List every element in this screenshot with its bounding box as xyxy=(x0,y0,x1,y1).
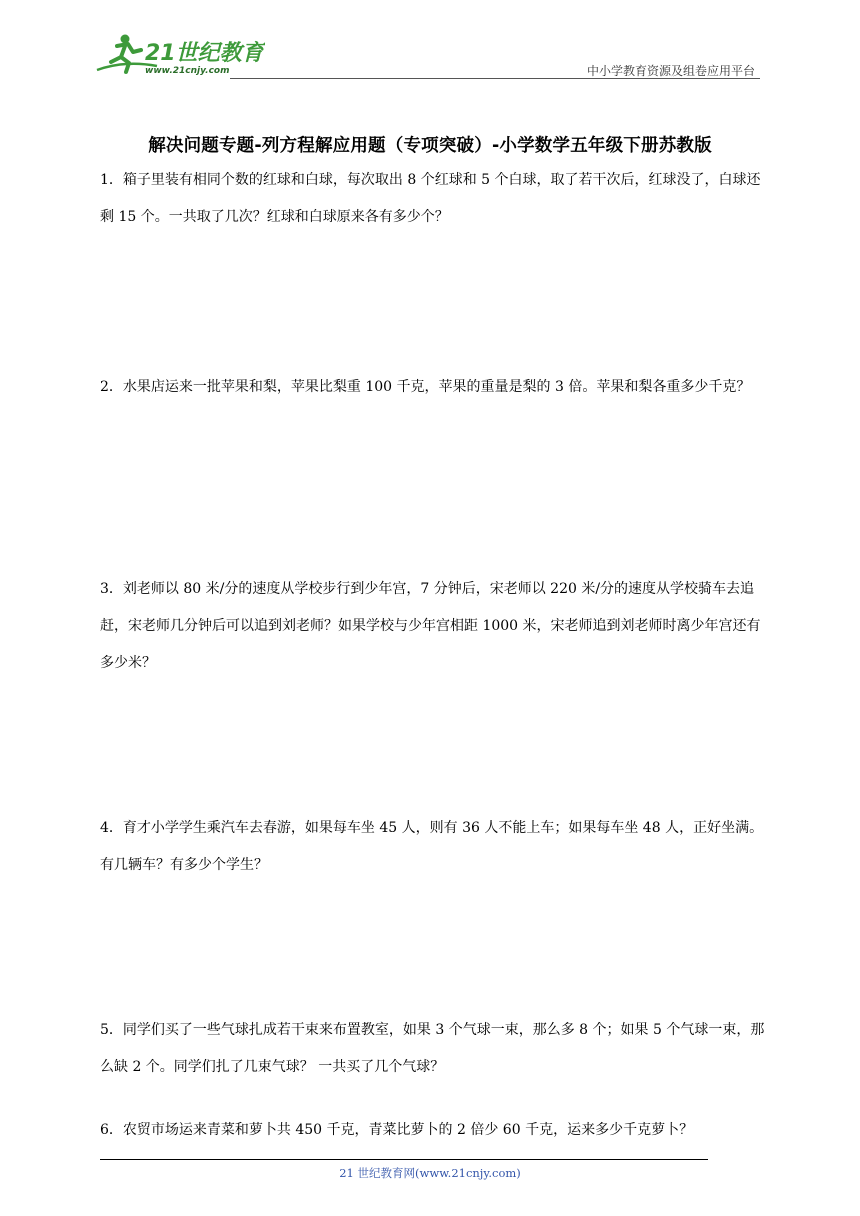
question-number: 3． xyxy=(100,581,123,597)
question-number: 4． xyxy=(100,820,123,836)
logo-url: www.21cnjy.com xyxy=(145,66,230,76)
brand-logo xyxy=(95,30,265,78)
footer-divider xyxy=(100,1159,708,1160)
question-5 xyxy=(100,1012,765,1086)
question-4 xyxy=(100,810,765,884)
question-2 xyxy=(100,369,765,406)
logo-wordmark: 21世纪教育 xyxy=(145,41,264,66)
question-number: 1． xyxy=(100,172,123,188)
footer-source-link[interactable]: 21 世纪教育网(www.21cnjy.com) xyxy=(339,1166,521,1180)
header-divider xyxy=(230,78,760,79)
question-text: 水果店运来一批苹果和梨，苹果比梨重 100 千克，苹果的重量是梨的 3 倍。苹果和梨各重多少千克？ xyxy=(122,379,751,395)
question-number: 2． xyxy=(100,379,123,395)
question-number: 6． xyxy=(100,1122,123,1138)
question-text: 同学们买了一些气球扎成若干束来布置教室，如果 3 个气球一束，那么多 8 个；如果 5 个气球一束，那么缺 2 个。同学们扎了几束气球？ 一共买了几个气球？ xyxy=(100,1022,765,1075)
question-number: 5． xyxy=(100,1022,123,1038)
runner-logo-icon xyxy=(95,30,265,78)
question-text: 育才小学学生乘汽车去春游，如果每车坐 45 人，则有 36 人不能上车；如果每车坐 48 人，正好坐满。有几辆车？有多少个学生？ xyxy=(100,820,764,873)
question-6 xyxy=(100,1112,765,1149)
question-text: 刘老师以 80 米/分的速度从学校步行到少年宫，7 分钟后，宋老师以 220 米/分的速度从学校骑车去追赶，宋老师几分钟后可以追到刘老师？如果学校与少年宫相距 1000 米，宋老师追到刘老师时离少年宫还有多少米？ xyxy=(100,581,761,671)
question-3 xyxy=(100,571,765,682)
question-text: 农贸市场运来青菜和萝卜共 450 千克，青菜比萝卜的 2 倍少 60 千克，运来多少千克萝卜？ xyxy=(122,1122,694,1138)
document-title: 解决问题专题-列方程解应用题（专项突破）-小学数学五年级下册苏教版 xyxy=(148,136,712,156)
question-text: 箱子里装有相同个数的红球和白球，每次取出 8 个红球和 5 个白球，取了若干次后，红球没了，白球还剩 15 个。一共取了几次？红球和白球原来各有多少个？ xyxy=(100,172,761,225)
question-1 xyxy=(100,162,765,236)
header-tagline: 中小学教育资源及组卷应用平台 xyxy=(586,64,755,78)
page-header xyxy=(95,30,760,80)
